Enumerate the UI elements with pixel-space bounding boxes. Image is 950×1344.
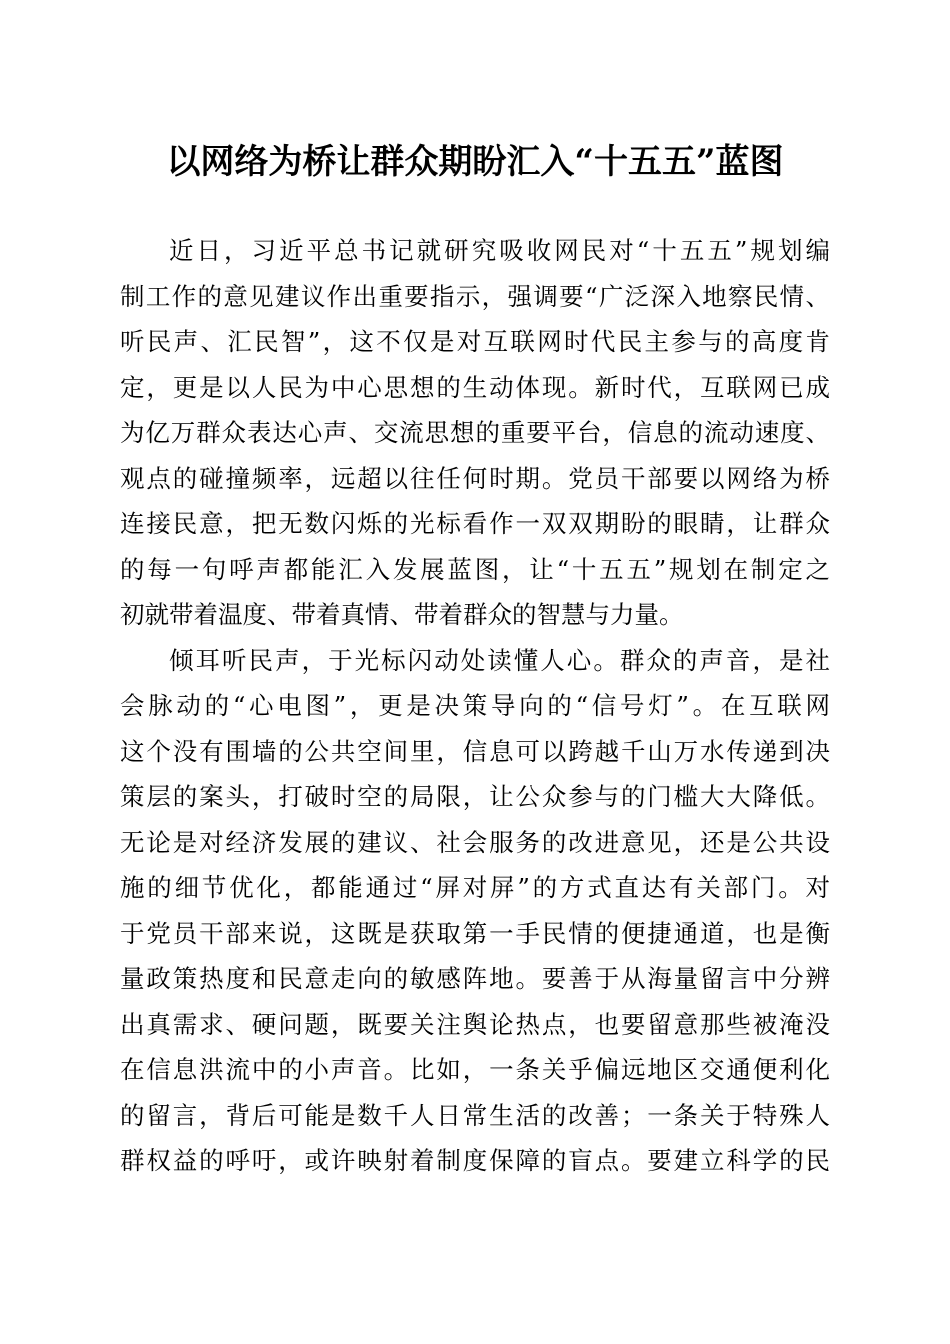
text-line: 倾耳听民声，于光标闪动处读懂人心。群众的声音，是社 bbox=[169, 645, 830, 675]
text-line: 观点的碰撞频率，远超以往任何时期。党员干部要以网络为桥 bbox=[120, 463, 830, 493]
document-body bbox=[120, 228, 830, 1184]
text-line: 会脉动的“心电图”，更是决策导向的“信号灯”。在互联网 bbox=[120, 691, 830, 720]
text-line: 无论是对经济发展的建议、社会服务的改进意见，还是公共设 bbox=[120, 827, 830, 857]
text-line: 听民声、汇民智”，这不仅是对互联网时代民主参与的高度肯 bbox=[120, 327, 830, 356]
text-line: 近日，习近平总书记就研究吸收网民对“十五五”规划编 bbox=[169, 236, 830, 265]
text-line: 初就带着温度、带着真情、带着群众的智慧与力量。 bbox=[120, 600, 684, 629]
text-line: 策层的案头，打破时空的局限，让公众参与的门槛大大降低。 bbox=[120, 782, 830, 811]
text-line: 出真需求、硬问题，既要关注舆论热点，也要留意那些被淹没 bbox=[120, 1009, 830, 1039]
text-line: 制工作的意见建议作出重要指示，强调要“广泛深入地察民情、 bbox=[120, 281, 830, 311]
text-line: 在信息洪流中的小声音。比如，一条关乎偏远地区交通便利化 bbox=[120, 1055, 830, 1084]
text-line: 定，更是以人民为中心思想的生动体现。新时代，互联网已成 bbox=[120, 372, 830, 402]
text-line: 这个没有围墙的公共空间里，信息可以跨越千山万水传递到决 bbox=[120, 736, 830, 766]
text-line: 量政策热度和民意走向的敏感阵地。要善于从海量留言中分辨 bbox=[120, 964, 830, 993]
text-line: 的每一句呼声都能汇入发展蓝图，让“十五五”规划在制定之 bbox=[120, 554, 830, 584]
text-line: 群权益的呼吁，或许映射着制度保障的盲点。要建立科学的民 bbox=[120, 1146, 830, 1175]
text-line: 为亿万群众表达心声、交流思想的重要平台，信息的流动速度、 bbox=[120, 418, 830, 447]
paragraph-2 bbox=[120, 638, 830, 1184]
text-line: 的留言，背后可能是数千人日常生活的改善；一条关于特殊人 bbox=[120, 1100, 830, 1130]
paragraph-1 bbox=[120, 228, 830, 638]
text-line: 施的细节优化，都能通过“屏对屏”的方式直达有关部门。对 bbox=[120, 873, 830, 902]
text-line: 于党员干部来说，这既是获取第一手民情的便捷通道，也是衡 bbox=[120, 918, 830, 948]
text-line: 连接民意，把无数闪烁的光标看作一双双期盼的眼睛，让群众 bbox=[120, 509, 830, 538]
document-title: 以网络为桥让群众期盼汇入“十五五”蓝图 bbox=[166, 142, 784, 182]
